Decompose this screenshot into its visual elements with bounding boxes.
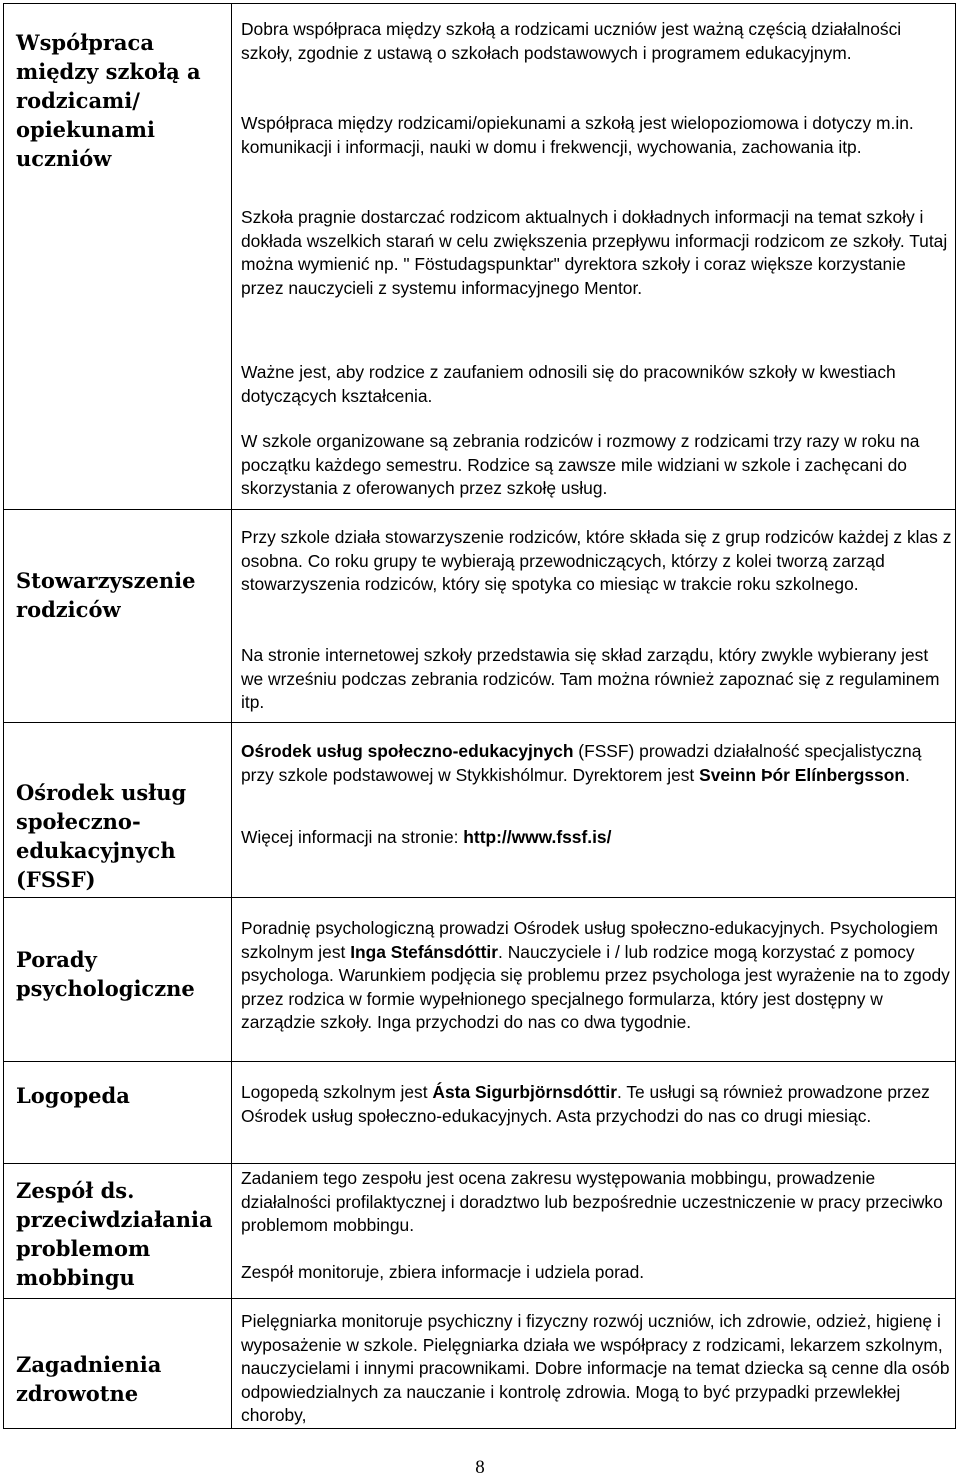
association-paragraph-2: Na stronie internetowej szkoły przedstawia się skład zarządu, który zwykle wybierany jest we wrześniu podczas zebrania rodziców. Tam można również zapoznać się z regulaminem itp. bbox=[241, 645, 940, 712]
section-label-speech-therapist: Logopeda bbox=[16, 1083, 130, 1108]
row-divider bbox=[4, 1061, 955, 1062]
row-divider bbox=[4, 897, 955, 898]
anti-bullying-paragraph-2: Zespół monitoruje, zbiera informacje i udziela porad. bbox=[241, 1262, 645, 1282]
speech-text-b: . Te usługi są również prowadzone przez Ośrodek usług społeczno-edukacyjnych. Asta przychodzi do nas co drugi miesiąc. bbox=[241, 1082, 930, 1126]
psychology-text-b: . Nauczyciele i / lub rodzice mogą korzystać z pomocy psychologa. Warunkiem podjęcia się problemu przez psychologa jest wyrażenie na to zgody przez rodzica w formie wypełnionego specjalnego formularza, który jest dostępny w zarządzie szkoły. Inga przychodzi do nas co dwa tygodnie. bbox=[241, 941, 950, 1032]
cooperation-paragraph-3: Szkoła pragnie dostarczać rodzicom aktualnych i dokładnych informacji na temat szkoły i dokłada wszelkich starań w celu zwiększenia przepływu informacji rodzicom ze szkoły. Tutaj można wymienić np. " Föstudagspunktar" dyrektora szkoły i coraz większe korzystanie przez nauczycieli z systemu informacyjnego Mentor. bbox=[241, 207, 948, 298]
speech-therapist-paragraph bbox=[241, 1081, 953, 1128]
psychology-name: Inga Stefánsdóttir bbox=[350, 941, 499, 962]
row-divider bbox=[4, 509, 955, 510]
psychology-paragraph bbox=[241, 917, 953, 1035]
row-divider bbox=[4, 722, 955, 723]
column-divider bbox=[231, 4, 232, 1428]
speech-therapist-name: Ásta Sigurbjörnsdóttir bbox=[432, 1082, 617, 1102]
fssf-paragraph-2 bbox=[241, 826, 953, 850]
anti-bullying-paragraph-1: Zadaniem tego zespołu jest ocena zakresu występowania mobbingu, prowadzenie działalności profilaktycznej i doradztwo lub bezpośrednie uczestniczenie w pracy przeciwko problemom mobbingu. bbox=[241, 1168, 943, 1235]
fssf-link[interactable]: http://www.fssf.is/ bbox=[463, 827, 612, 847]
psychology-text-a: Poradnię psychologiczną prowadzi Ośrodek usług społeczno-edukacyjnych. Psychologiem szkolnym jest bbox=[241, 918, 938, 962]
fssf-director: Sveinn Þór Elínbergsson bbox=[699, 764, 905, 785]
fssf-text: (FSSF) prowadzi działalność specjalistyczną przy szkole podstawowej w Stykkishólmur. Dyrektorem jest bbox=[241, 741, 922, 785]
cooperation-paragraph-1: Dobra współpraca między szkołą a rodzicami uczniów jest ważną częścią działalności szkoły, zgodnie z ustawą o szkołach podstawowych i programem edukacyjnym. bbox=[241, 19, 902, 63]
section-label-fssf: Ośrodek usług społeczno-edukacyjnych (FSSF) bbox=[16, 780, 187, 892]
row-divider bbox=[4, 1298, 955, 1299]
speech-text-a: Logopedą szkolnym jest bbox=[241, 1082, 433, 1102]
document-table bbox=[3, 3, 956, 1429]
health-paragraph: Pielęgniarka monitoruje psychiczny i fizyczny rozwój uczniów, ich zdrowie, odzież, higienę i wyposażenie w szkole. Pielęgniarka działa we współpracy z rodzicami, lekarzem szkolnym, nauczycielami i innymi pracownikami. Dobre informacje na temat dziecka są cenne dla osób odpowiedzialnych za nauczanie i kontrolę zdrowia. Mogą to być przypadki przewlekłej choroby, bbox=[241, 1311, 950, 1425]
section-label-cooperation: Współpraca między szkołą a rodzicami/ opiekunami uczniów bbox=[16, 30, 201, 171]
page-number: 8 bbox=[475, 1457, 485, 1478]
row-divider bbox=[4, 1163, 955, 1164]
association-paragraph-1: Przy szkole działa stowarzyszenie rodziców, które składa się z grup rodziców każdej z klas z osobna. Co roku grupy te wybierają przewodniczących, którzy z kolei tworzą zarząd stowarzyszenia rodziców, który się spotyka co miesiąc w trakcie roku szkolnego. bbox=[241, 527, 952, 594]
cooperation-paragraph-4: Ważne jest, aby rodzice z zaufaniem odnosili się do pracowników szkoły w kwestiach dotyczących kształcenia. bbox=[241, 362, 896, 406]
section-label-parents-association: Stowarzyszenie rodziców bbox=[16, 568, 196, 622]
fssf-bold-name: Ośrodek usług społeczno-edukacyjnych bbox=[241, 741, 574, 761]
section-label-health: Zagadnienia zdrowotne bbox=[16, 1352, 162, 1406]
section-label-psychology: Porady psychologiczne bbox=[16, 947, 195, 1001]
section-label-anti-bullying: Zespół ds. przeciwdziałania problemom mobbingu bbox=[16, 1178, 213, 1290]
fssf-paragraph-1 bbox=[241, 740, 953, 787]
cooperation-paragraph-2: Współpraca między rodzicami/opiekunami a szkołą jest wielopoziomowa i dotyczy m.in. komunikacji i informacji, nauki w domu i frekwencji, wychowania, zachowania itp. bbox=[241, 113, 914, 157]
cooperation-paragraph-5: W szkole organizowane są zebrania rodziców i rozmowy z rodzicami trzy razy w roku na początku każdego semestru. Rodzice są zawsze mile widziani w szkole i zachęcani do skorzystania z oferowanych przez szkołę usług. bbox=[241, 431, 920, 498]
fssf-link-prefix: Więcej informacji na stronie: bbox=[241, 827, 464, 847]
fssf-period: . bbox=[904, 764, 910, 785]
